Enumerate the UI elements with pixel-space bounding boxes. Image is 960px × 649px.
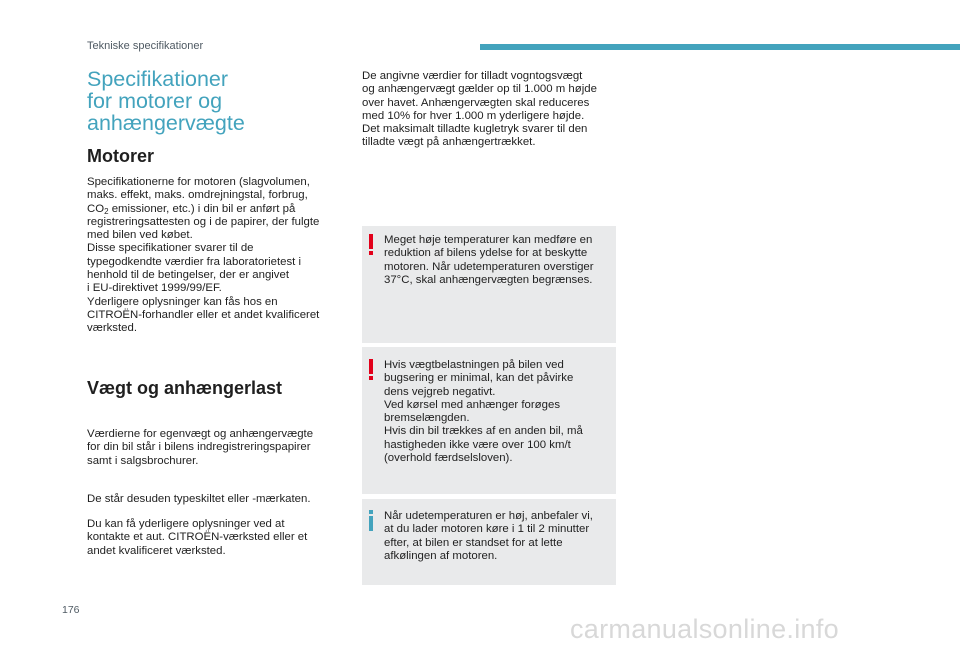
warning-box-2 <box>362 347 616 494</box>
vaegt-paragraph-2: De står desuden typeskiltet eller -mærkaten. <box>87 493 311 505</box>
warning-icon <box>368 359 374 381</box>
motorer-text-b: emissioner, etc.) i din bil er anført på registreringsattesten og i de papirer, der fulgte med bilen ved købet. Disse specifikationer svarer til de typegodkendte værdier fra laboratorietest i henhold til de betingelser, der er angivet i EU-direktivet 1999/99/EF. Yderligere oplysninger kan fås hos en CITROËN-forhandler eller et andet kvalificeret værksted. <box>87 202 320 335</box>
vaegt-paragraph-1: Værdierne for egenvægt og anhængervægte for din bil står i bilens indregistreringspapirer samt i salgsbrochurer. <box>87 428 314 467</box>
warning-text-2: Hvis vægtbelastningen på bilen ved bugsering er minimal, kan det påvirke dens vejgreb negativt. Ved kørsel med anhænger forøges bremselængden. Hvis din bil trækkes af en anden bil, må hastigheden ikke være over 100 km/t (overhold færdselsloven). <box>384 359 583 465</box>
info-text-1: Når udetemperaturen er høj, anbefaler vi, at du lader motoren køre i 1 til 2 minutter efter, at bilen er standset for at lette afkølingen af motoren. <box>384 510 593 562</box>
page-number: 176 <box>62 604 80 616</box>
heading-vaegt: Vægt og anhængerlast <box>87 378 283 398</box>
watermark: carmanualsonline.info <box>570 614 839 644</box>
running-header: Tekniske specifikationer <box>87 40 204 52</box>
motorer-paragraph <box>87 176 357 336</box>
warning-text-1: Meget høje temperaturer kan medføre en reduktion af bilens ydelse for at beskytte motoren. Når udetemperaturen overstiger 37°C, skal anhængervægten begrænses. <box>384 234 594 286</box>
page-title: Specifikationer for motorer og anhængervægte <box>87 67 245 135</box>
warning-box-1 <box>362 226 616 343</box>
motorer-text-a: Specifikationerne for motoren (slagvolumen, maks. effekt, maks. omdrejningstal, forbrug, CO <box>87 176 310 215</box>
right-intro-paragraph: De angivne værdier for tilladt vogntogsvægt og anhængervægt gælder op til 1.000 m højde over havet. Anhængervægten skal reduceres med 10% for hver 1.000 m yderligere højde. Det maksimalt tilladte kugletryk svarer til den tilladte vægt på anhængertrækket. <box>362 70 597 149</box>
heading-motorer: Motorer <box>87 146 154 166</box>
info-box-1 <box>362 499 616 585</box>
warning-icon <box>368 234 374 256</box>
header-accent-bar <box>480 44 960 50</box>
co2-subscript: 2 <box>104 206 109 216</box>
info-icon <box>368 510 374 532</box>
vaegt-paragraph-3: Du kan få yderligere oplysninger ved at kontakte et aut. CITROËN-værksted eller et andet kvalificeret værksted. <box>87 518 308 557</box>
